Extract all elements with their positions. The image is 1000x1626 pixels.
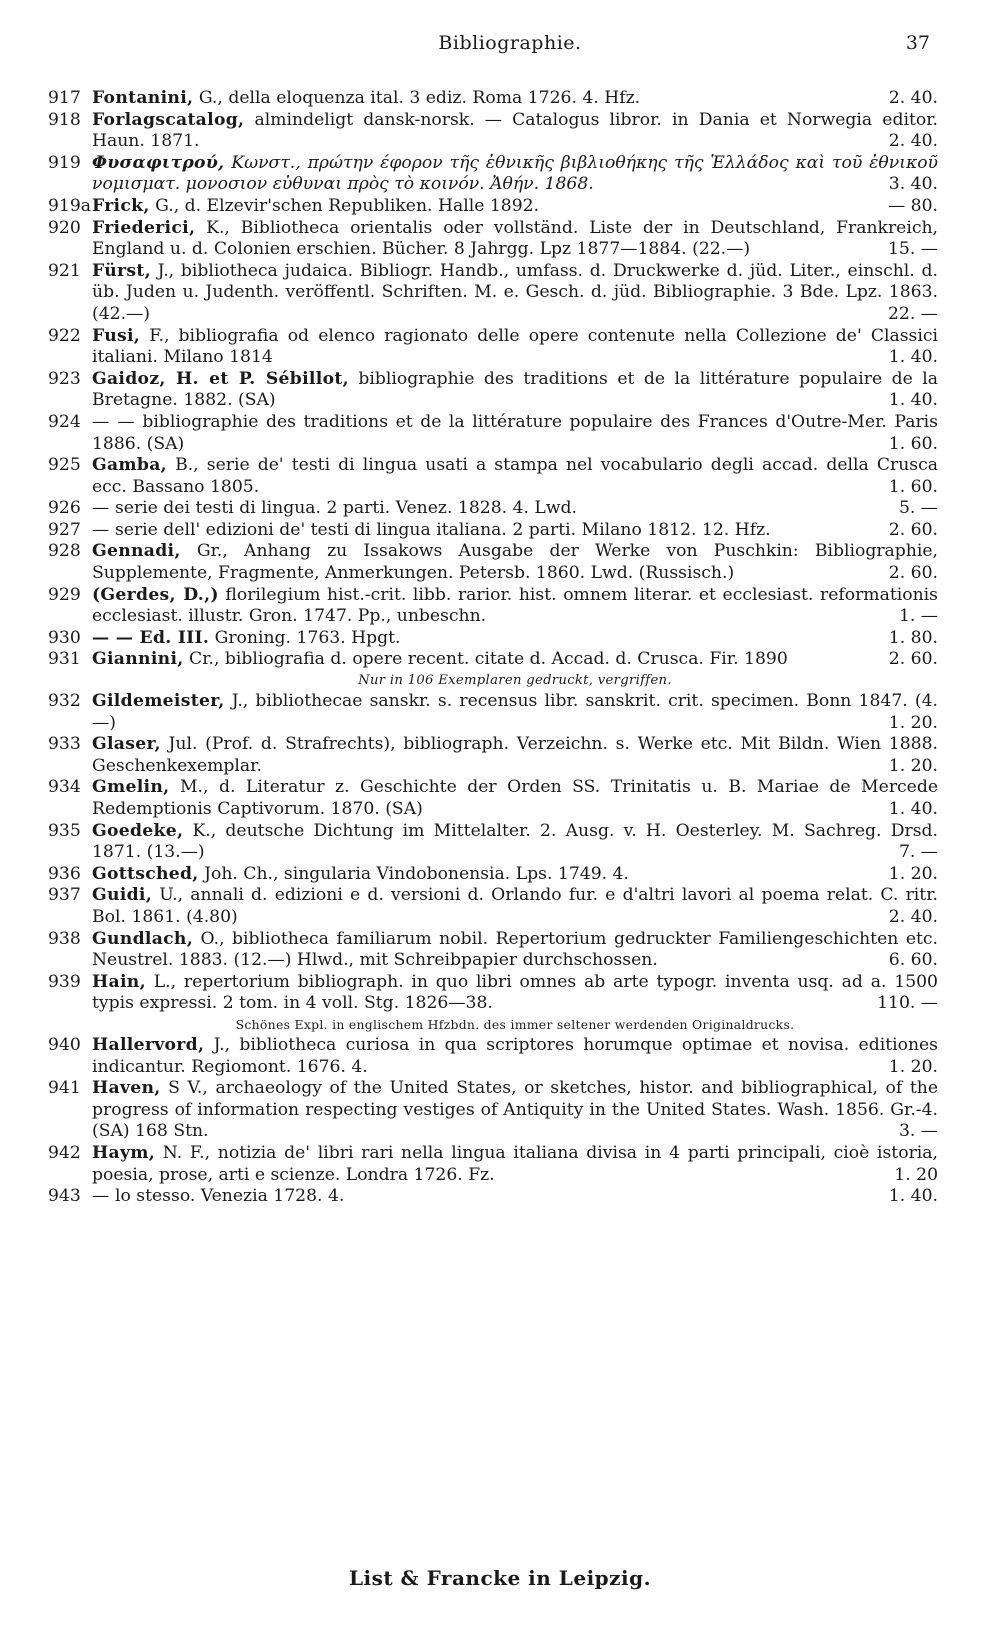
entry-text: florilegium hist.-crit. libb. rarior. hist. omnem literar. et ecclesiast. reformationis ecclesiast. illustr. Gron. 1747. Pp., unbeschn.	[92, 584, 938, 627]
entry-price: 7. —	[898, 842, 938, 863]
entry-author: Gamba,	[92, 455, 167, 476]
entry-price: 1. 20.	[888, 712, 938, 733]
entry-text: J., bibliotheca curiosa in qua scriptores horumque optimae et novisa. editiones indicantur. Regiomont. 1676. 4.	[92, 1034, 939, 1077]
entry-text: J., bibliotheca judaica. Bibliogr. Handb., umfass. d. Druckwerke d. jüd. Liter., einschl. d. üb. Juden u. Judenth. veröffentl. Schriften. M. e. Gesch. d. jüd. Bibliographie. 3 Bde. Lpz. 1863. (42.—)	[92, 260, 939, 324]
entry-text: S V., archaeology of the United States, or sketches, histor. and bibliographical, of the progress of information respecting vestiges of Antiquity in the United States. Wash. 1856. Gr.-4. (SA) 168 Stn.	[92, 1078, 938, 1142]
entry-927	[48, 520, 938, 542]
page-title: Bibliographie.	[438, 32, 582, 54]
entry-price: 5. —	[898, 498, 938, 519]
entry-number: 919	[48, 152, 81, 173]
entry-author: Glaser,	[92, 734, 161, 755]
entry-author: Guidi,	[92, 885, 153, 906]
entry-number: 929	[48, 584, 81, 605]
entry-price: 1. 40.	[888, 1186, 938, 1207]
entry-price: 110. —	[877, 993, 938, 1014]
entry-text: L., repertorium bibliograph. in quo libri omnes ab arte typogr. inventa usq. ad a. 1500 typis expressi. 2 tom. in 4 voll. Stg. 1826—38.	[92, 971, 938, 1014]
entry-935	[48, 821, 938, 864]
entry-940	[48, 1035, 938, 1078]
entry-number: 928	[48, 541, 81, 562]
entry-number: 922	[48, 325, 81, 346]
entry-number: 938	[48, 928, 81, 949]
entry-number: 917	[48, 88, 81, 108]
entry-922	[48, 326, 938, 369]
entry-text: Jul. (Prof. d. Strafrechts), bibliograph. Verzeichn. s. Werke etc. Mit Bildn. Wien 1888. Geschenkexemplar.	[92, 734, 938, 776]
entry-934	[48, 777, 938, 820]
entry-928	[48, 541, 938, 584]
entry-price: 1. 40.	[888, 390, 938, 411]
entry-price: 6. 60.	[888, 950, 938, 971]
entry-price: 1. 20.	[888, 755, 938, 776]
page-header	[90, 32, 930, 60]
entry-price: 2. 60.	[888, 649, 938, 670]
entry-price: 2. 60.	[888, 563, 938, 584]
entry-925	[48, 455, 938, 498]
entry-price: — 80.	[888, 195, 938, 216]
entry-author: Fürst,	[92, 260, 151, 281]
entry-924	[48, 412, 938, 455]
entry-number: 931	[48, 649, 81, 670]
entry-text: serie dell' edizioni de' testi di lingua italiana. 2 parti. Milano 1812. 12. Hfz.	[114, 519, 771, 540]
entry-author: Fusi,	[92, 325, 141, 346]
entry-917	[48, 88, 938, 110]
entry-number: 933	[48, 734, 81, 755]
entry-929	[48, 585, 938, 628]
publisher-footer: List & Francke in Leipzig.	[348, 1566, 652, 1590]
entry-text: Gr., Anhang zu Issakows Ausgabe der Werke von Puschkin: Bibliographie, Supplemente, Fragmente, Anmerkungen. Petersb. 1860. Lwd. (Russisch.)	[92, 541, 938, 584]
entry-text: G., della eloquenza ital. 3 ediz. Roma 1726. 4. Hfz.	[198, 88, 641, 108]
entry-note: Schönes Expl. in englischem Hfzbdn. des immer seltener werdenden Originaldrucks.	[235, 1016, 795, 1032]
entry-text: F., bibliografia od elenco ragionato delle opere contenute nella Collezione de' Classici italiani. Milano 1814	[92, 325, 938, 368]
entry-number: 935	[48, 820, 81, 841]
entry-price: 1. 60.	[888, 433, 938, 454]
entry-text: B., serie de' testi di lingua usati a stampa nel vocabulario degli accad. della Crusca ecc. Bassano 1805.	[92, 455, 938, 497]
entry-price: 1. 40.	[888, 347, 938, 368]
entry-price: 3. —	[898, 1121, 938, 1142]
entry-price: 2. 40.	[888, 88, 938, 108]
entry-number: 924	[48, 411, 81, 432]
entry-author: Gildemeister,	[92, 691, 225, 712]
entry-text: M., d. Literatur z. Geschichte der Orden SS. Trinitatis u. B. Mariae de Mercede Redemptionis Captivorum. 1870. (SA)	[92, 777, 939, 819]
entry-number: 919a	[48, 195, 92, 216]
entry-price: 1. 20.	[888, 863, 938, 884]
entry-number: 920	[48, 217, 81, 238]
entry-number: 943	[48, 1186, 81, 1207]
entry-author: Fontanini,	[92, 88, 194, 108]
entry-number: 932	[48, 691, 81, 712]
entry-number: 921	[48, 260, 81, 281]
entry-author: — — Ed. III.	[92, 627, 210, 648]
entry-text: Cr., bibliografia d. opere recent. citate d. Accad. d. Crusca. Fir. 1890	[189, 649, 788, 670]
entry-920	[48, 218, 938, 261]
entry-author: Gaidoz, H. et P. Sébillot,	[92, 368, 349, 389]
entry-text: J., bibliothecae sanskr. s. recensus libr. sanskrit. crit. specimen. Bonn 1847. (4.—)	[92, 691, 938, 733]
bibliography-list	[48, 88, 938, 1208]
entry-936	[48, 864, 938, 886]
entry-919	[48, 153, 938, 196]
entry-price: 1. 20.	[888, 1056, 938, 1077]
entry-931	[48, 649, 938, 671]
entry-author: Gmelin,	[92, 777, 170, 798]
entry-price: 2. 40.	[888, 906, 938, 927]
entry-number: 940	[48, 1034, 81, 1055]
entry-text: Joh. Ch., singularia Vindobonensia. Lps. 1749. 4.	[204, 863, 629, 884]
entry-price: 1. 80.	[888, 627, 938, 648]
entry-author: —	[92, 1186, 110, 1207]
entry-938	[48, 929, 938, 972]
entry-923	[48, 369, 938, 412]
entry-number: 936	[48, 863, 81, 884]
entry-author: Haym,	[92, 1142, 156, 1163]
page-number: 37	[905, 32, 930, 54]
entry-919a	[48, 196, 938, 218]
entry-price: 1. 40.	[888, 799, 938, 819]
entry-text: serie dei testi di lingua. 2 parti. Venez. 1828. 4. Lwd.	[114, 498, 578, 519]
entry-text: bibliographie des traditions et de la littérature populaire de la Bretagne. 1882. (SA)	[92, 368, 938, 411]
entry-author: Gundlach,	[92, 928, 193, 949]
entry-author: Hallervord,	[92, 1034, 205, 1055]
entry-price: 22. —	[888, 303, 938, 324]
entry-941	[48, 1078, 938, 1143]
entry-author: Haven,	[92, 1078, 161, 1099]
entry-text: lo stesso. Venezia 1728. 4.	[114, 1186, 345, 1207]
entry-939	[48, 972, 938, 1015]
entry-text: Κωνστ., πρώτην έφορον τῆς ἐθνικῆς βιβλιοθήκης τῆς Ἑλλάδος καὶ τοῦ ἐθνικοῦ νομισματ. μονοσιον εὐθυναι πρὸς τὸ κοινόν. Ἀθήν. 1868.	[92, 152, 939, 195]
entry-number: 934	[48, 777, 81, 798]
entry-text: K., Bibliotheca orientalis oder vollständ. Liste der in Deutschland, Frankreich, England u. d. Colonien erschien. Bücher. 8 Jahrgg. Lpz 1877—1884. (22.—)	[92, 217, 939, 260]
entry-author: Hain,	[92, 971, 146, 992]
entry-author: (Gerdes, D.,)	[92, 584, 219, 605]
entry-author: Gennadi,	[92, 541, 181, 562]
entry-text: almindeligt dansk-norsk. — Catalogus libror. in Dania et Norwegia editor. Haun. 1871.	[92, 109, 938, 152]
entry-author: Giannini,	[92, 649, 184, 670]
entry-text: N. F., notizia de' libri rari nella lingua italiana divisa in 4 parti principali, cioè istoria, poesia, prose, arti e scienze. Londra 1726. Fz.	[92, 1142, 938, 1185]
entry-price: 3. 40.	[888, 174, 938, 195]
entry-number: 930	[48, 627, 81, 648]
entry-text: bibliographie des traditions et de la littérature populaire des Frances d'Outre-Mer. Paris 1886. (SA)	[92, 411, 938, 454]
entry-price: 1. 20	[894, 1164, 938, 1185]
entry-932	[48, 691, 938, 734]
entry-number: 927	[48, 519, 81, 540]
entry-author: Forlagscatalog,	[92, 109, 245, 130]
entry-author: Frick,	[92, 195, 150, 216]
entry-number: 942	[48, 1142, 81, 1163]
entry-text: U., annali d. edizioni e d. versioni d. Orlando fur. e d'altri lavori al poema relat. C. ritr. Bol. 1861. (4.80)	[92, 885, 938, 927]
entry-926	[48, 498, 938, 520]
entry-number: 937	[48, 885, 81, 906]
entry-author: Friederici,	[92, 217, 196, 238]
entry-text: O., bibliotheca familiarum nobil. Repertorium gedruckter Familiengeschichten etc. Neustrel. 1883. (12.—) Hlwd., mit Schreibpapier durchschossen.	[92, 928, 939, 971]
entry-942	[48, 1143, 938, 1186]
entry-number: 923	[48, 368, 81, 389]
entry-number: 941	[48, 1078, 81, 1099]
entry-number: 939	[48, 971, 81, 992]
entry-943	[48, 1186, 938, 1208]
entry-price: 1. —	[898, 606, 938, 627]
entry-author: Gottsched,	[92, 863, 199, 884]
entry-918	[48, 110, 938, 153]
entry-price: 1. 60.	[888, 476, 938, 497]
entry-note: Nur in 106 Exemplaren gedruckt, vergriffen.	[358, 673, 672, 689]
entry-price: 2. 60.	[888, 519, 938, 540]
entry-text: G., d. Elzevir'schen Republiken. Halle 1892.	[155, 195, 540, 216]
entry-text: Groning. 1763. Hpgt.	[214, 627, 401, 648]
entry-author: Goedeke,	[92, 820, 184, 841]
entry-number: 926	[48, 498, 81, 519]
entry-text: K., deutsche Dichtung im Mittelalter. 2. Ausg. v. H. Oesterley. M. Sachreg. Drsd. 1871. (13.—)	[92, 820, 938, 863]
entry-number: 925	[48, 455, 81, 476]
entry-author: —	[92, 519, 110, 540]
entry-author: Φυσαφιτρού,	[92, 152, 225, 173]
entry-author: — —	[92, 411, 135, 432]
entry-921	[48, 261, 938, 326]
entry-price: 15. —	[888, 239, 938, 260]
entry-price: 2. 40.	[888, 131, 938, 152]
entry-930	[48, 628, 938, 650]
entry-937	[48, 885, 938, 928]
entry-author: —	[92, 498, 110, 519]
entry-933	[48, 734, 938, 777]
entry-number: 918	[48, 109, 81, 130]
